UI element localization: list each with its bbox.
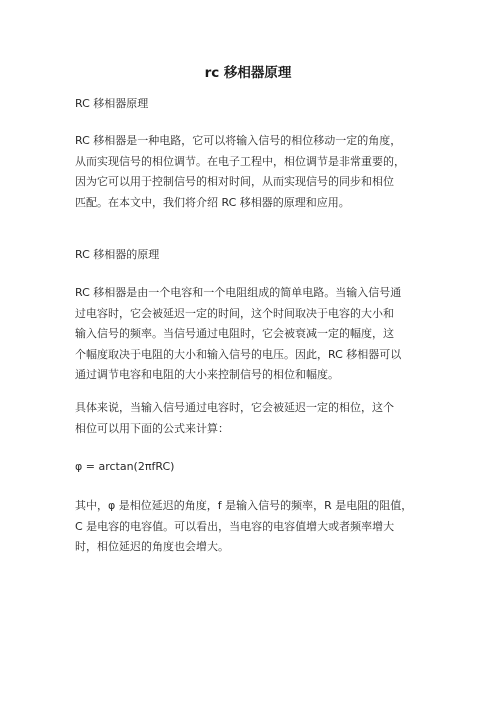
- paragraph-line: 输入信号的频率。当信号通过电阻时，它会被衰减一定的幅度，这: [75, 327, 394, 340]
- principle-paragraph: [75, 283, 445, 386]
- paragraph-line: RC 移相器是一种电路，它可以将输入信号的相位移动一定的角度，: [75, 134, 402, 147]
- paragraph-line: 通过调节电容和电阻的大小来控制信号的相位和幅度。: [75, 368, 339, 381]
- heading-text: RC 移相器的原理: [75, 248, 160, 261]
- paragraph-line: 个幅度取决于电阻的大小和输入信号的电压。因此，RC 移相器可以: [75, 347, 402, 361]
- detail-paragraph: [75, 398, 445, 439]
- document-title: rc 移相器原理: [204, 65, 292, 81]
- heading-text: RC 移相器原理: [75, 97, 149, 110]
- paragraph-line: 过电容时，它会被延迟一定的时间，这个时间取决于电容的大小和: [75, 306, 394, 320]
- paragraph-line: C 是电容的电容值。可以看出，当电容的电容值增大或者频率增大: [75, 519, 395, 533]
- paragraph-line: 时，相位延迟的角度也会增大。: [75, 540, 229, 553]
- formula: [75, 457, 445, 478]
- explanation-paragraph: [75, 496, 445, 558]
- paragraph-line: 匹配。在本文中，我们将介绍 RC 移相器的原理和应用。: [75, 195, 350, 209]
- section-heading-intro: [75, 94, 445, 115]
- paragraph-line: 相位可以用下面的公式来计算：: [75, 421, 229, 435]
- formula-text: φ = arctan(2πfRC): [75, 460, 175, 473]
- paragraph-line: 其中，φ 是相位延迟的角度，f 是输入信号的频率，R 是电阻的阻值，: [75, 499, 413, 512]
- intro-paragraph: [75, 131, 445, 213]
- section-heading-principle: [75, 245, 445, 266]
- paragraph-line: 因为它可以用于控制信号的相对时间，从而实现信号的同步和相位: [75, 175, 394, 188]
- paragraph-line: 从而实现信号的相位调节。在电子工程中，相位调节是非常重要的，: [75, 154, 405, 168]
- paragraph-line: RC 移相器是由一个电容和一个电阻组成的简单电路。当输入信号通: [75, 286, 402, 299]
- paragraph-line: 具体来说，当输入信号通过电容时，它会被延迟一定的相位，这个: [75, 401, 394, 414]
